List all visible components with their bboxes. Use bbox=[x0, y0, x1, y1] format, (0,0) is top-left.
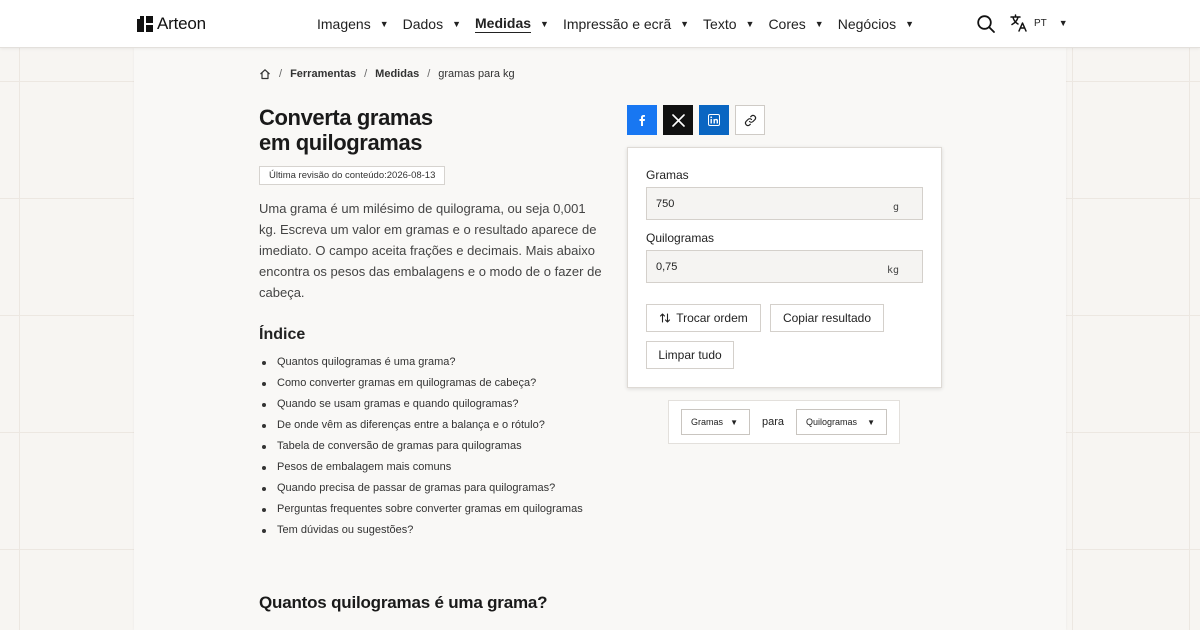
toc-item bbox=[259, 352, 583, 373]
toc-link[interactable]: Quando se usam gramas e quando quilogramas? bbox=[277, 398, 519, 410]
toc-item bbox=[259, 457, 583, 478]
toc-link[interactable]: Perguntas frequentes sobre converter gramas em quilogramas bbox=[277, 503, 583, 515]
toc-item bbox=[259, 415, 583, 436]
revision-label: Última revisão do conteúdo: bbox=[269, 170, 387, 181]
grams-value: 750 bbox=[656, 198, 675, 210]
toc-item bbox=[259, 394, 583, 415]
toc-link[interactable]: Tabela de conversão de gramas para quilogramas bbox=[277, 440, 522, 452]
clear-all-label: Limpar tudo bbox=[658, 348, 722, 362]
home-icon[interactable] bbox=[259, 68, 271, 80]
caret-down-icon: ▼ bbox=[540, 19, 549, 29]
copy-link-button[interactable] bbox=[735, 105, 765, 135]
link-icon bbox=[744, 114, 757, 127]
facebook-icon bbox=[636, 114, 648, 126]
unit-selector bbox=[668, 400, 900, 444]
share-buttons bbox=[627, 105, 765, 135]
toc-item bbox=[259, 520, 583, 541]
caret-down-icon: ▼ bbox=[867, 418, 875, 427]
caret-down-icon: ▼ bbox=[680, 19, 690, 29]
main-nav bbox=[317, 15, 928, 33]
translate-icon bbox=[1010, 14, 1028, 32]
kilograms-unit: kg bbox=[886, 265, 899, 276]
nav-item-imagens[interactable] bbox=[317, 15, 389, 33]
caret-down-icon: ▼ bbox=[905, 19, 915, 29]
to-unit-value: Quilogramas bbox=[806, 417, 858, 427]
revision-badge bbox=[259, 166, 445, 185]
caret-down-icon: ▼ bbox=[379, 19, 389, 29]
toc-link[interactable]: Quantos quilogramas é uma grama? bbox=[277, 356, 456, 368]
table-of-contents bbox=[259, 352, 583, 541]
share-linkedin-button[interactable] bbox=[699, 105, 729, 135]
from-unit-select[interactable] bbox=[681, 409, 750, 435]
caret-down-icon: ▼ bbox=[814, 19, 824, 29]
kilograms-value: 0,75 bbox=[656, 261, 678, 273]
breadcrumb bbox=[259, 68, 515, 80]
breadcrumb-medidas[interactable]: Medidas bbox=[375, 68, 420, 80]
nav-item-label: Medidas bbox=[475, 15, 532, 31]
from-unit-value: Gramas bbox=[691, 417, 724, 427]
nav-item-label: Impressão e ecrã bbox=[562, 16, 672, 32]
toc-item bbox=[259, 478, 583, 499]
nav-item-label: Negócios bbox=[837, 16, 897, 32]
share-facebook-button[interactable] bbox=[627, 105, 657, 135]
caret-down-icon: ▼ bbox=[1058, 18, 1068, 28]
copy-result-label: Copiar resultado bbox=[782, 311, 872, 325]
toc-item bbox=[259, 436, 583, 457]
toc-title: Índice bbox=[259, 326, 306, 343]
nav-item-texto[interactable] bbox=[703, 15, 754, 33]
section-heading: Quantos quilogramas é uma grama? bbox=[259, 593, 548, 612]
page-title bbox=[259, 105, 519, 155]
kilograms-input[interactable] bbox=[646, 250, 923, 283]
main-content bbox=[134, 48, 1066, 630]
grams-label: Gramas bbox=[646, 168, 689, 182]
toc-link[interactable]: De onde vêm as diferenças entre a balança e o rótulo? bbox=[277, 419, 545, 431]
toc-link[interactable]: Pesos de embalagem mais comuns bbox=[277, 461, 452, 473]
unit-connector: para bbox=[762, 416, 785, 428]
breadcrumb-ferramentas[interactable]: Ferramentas bbox=[290, 68, 357, 80]
copy-result-button[interactable] bbox=[770, 304, 884, 332]
revision-date: 2026-08-13 bbox=[386, 170, 436, 181]
toc-link[interactable]: Como converter gramas em quilogramas de cabeça? bbox=[277, 377, 537, 389]
breadcrumb-current: gramas para kg bbox=[438, 68, 515, 80]
toc-link[interactable]: Tem dúvidas ou sugestões? bbox=[277, 524, 414, 536]
nav-item-cores[interactable] bbox=[768, 15, 823, 33]
search-icon bbox=[976, 14, 996, 34]
page-title-line-1: Converta gramas bbox=[259, 105, 433, 130]
swap-order-button[interactable] bbox=[646, 304, 761, 332]
nav-item-label: Dados bbox=[402, 16, 444, 32]
swap-order-label: Trocar ordem bbox=[676, 311, 748, 325]
grams-input[interactable] bbox=[646, 187, 923, 220]
caret-down-icon: ▼ bbox=[452, 19, 462, 29]
kilograms-label: Quilogramas bbox=[646, 231, 715, 245]
brand-name: Arteon bbox=[157, 14, 206, 33]
clear-all-button[interactable] bbox=[646, 341, 734, 369]
language-selector[interactable] bbox=[1010, 14, 1068, 32]
search-button[interactable] bbox=[976, 14, 996, 34]
to-unit-select[interactable] bbox=[796, 409, 887, 435]
brand-logo-icon bbox=[137, 16, 153, 32]
nav-item-label: Texto bbox=[703, 16, 737, 32]
swap-icon bbox=[659, 312, 671, 324]
brand-logo[interactable] bbox=[137, 14, 206, 34]
toc-item bbox=[259, 373, 583, 394]
nav-item-label: Imagens bbox=[317, 16, 371, 32]
converter-card bbox=[627, 147, 942, 388]
nav-item-negocios[interactable] bbox=[838, 15, 914, 33]
nav-item-label: Cores bbox=[768, 16, 806, 32]
share-x-button[interactable] bbox=[663, 105, 693, 135]
page-title-line-2: em quilogramas bbox=[259, 130, 423, 155]
language-code: PT bbox=[1034, 17, 1047, 29]
nav-item-impressao[interactable] bbox=[563, 15, 689, 33]
toc-link[interactable]: Quando precisa de passar de gramas para quilogramas? bbox=[277, 482, 556, 494]
caret-down-icon: ▼ bbox=[745, 19, 755, 29]
breadcrumb-separator: / bbox=[427, 68, 431, 80]
breadcrumb-separator: / bbox=[279, 68, 283, 80]
top-navigation-bar bbox=[0, 0, 1200, 48]
nav-item-medidas[interactable] bbox=[475, 15, 549, 33]
caret-down-icon: ▼ bbox=[730, 418, 738, 427]
intro-paragraph: Uma grama é um milésimo de quilograma, ou seja 0,001 kg. Escreva um valor em gramas e o resultado aparece de imediato. O campo aceita frações e decimais. Mais abaixo encontra os pesos das embalagens e o modo de o fazer de cabeça. bbox=[259, 201, 602, 300]
linkedin-icon bbox=[708, 114, 720, 126]
nav-item-dados[interactable] bbox=[403, 15, 461, 33]
toc-item bbox=[259, 499, 583, 520]
breadcrumb-separator: / bbox=[364, 68, 368, 80]
x-icon bbox=[672, 114, 685, 127]
grams-unit: g bbox=[892, 202, 899, 213]
